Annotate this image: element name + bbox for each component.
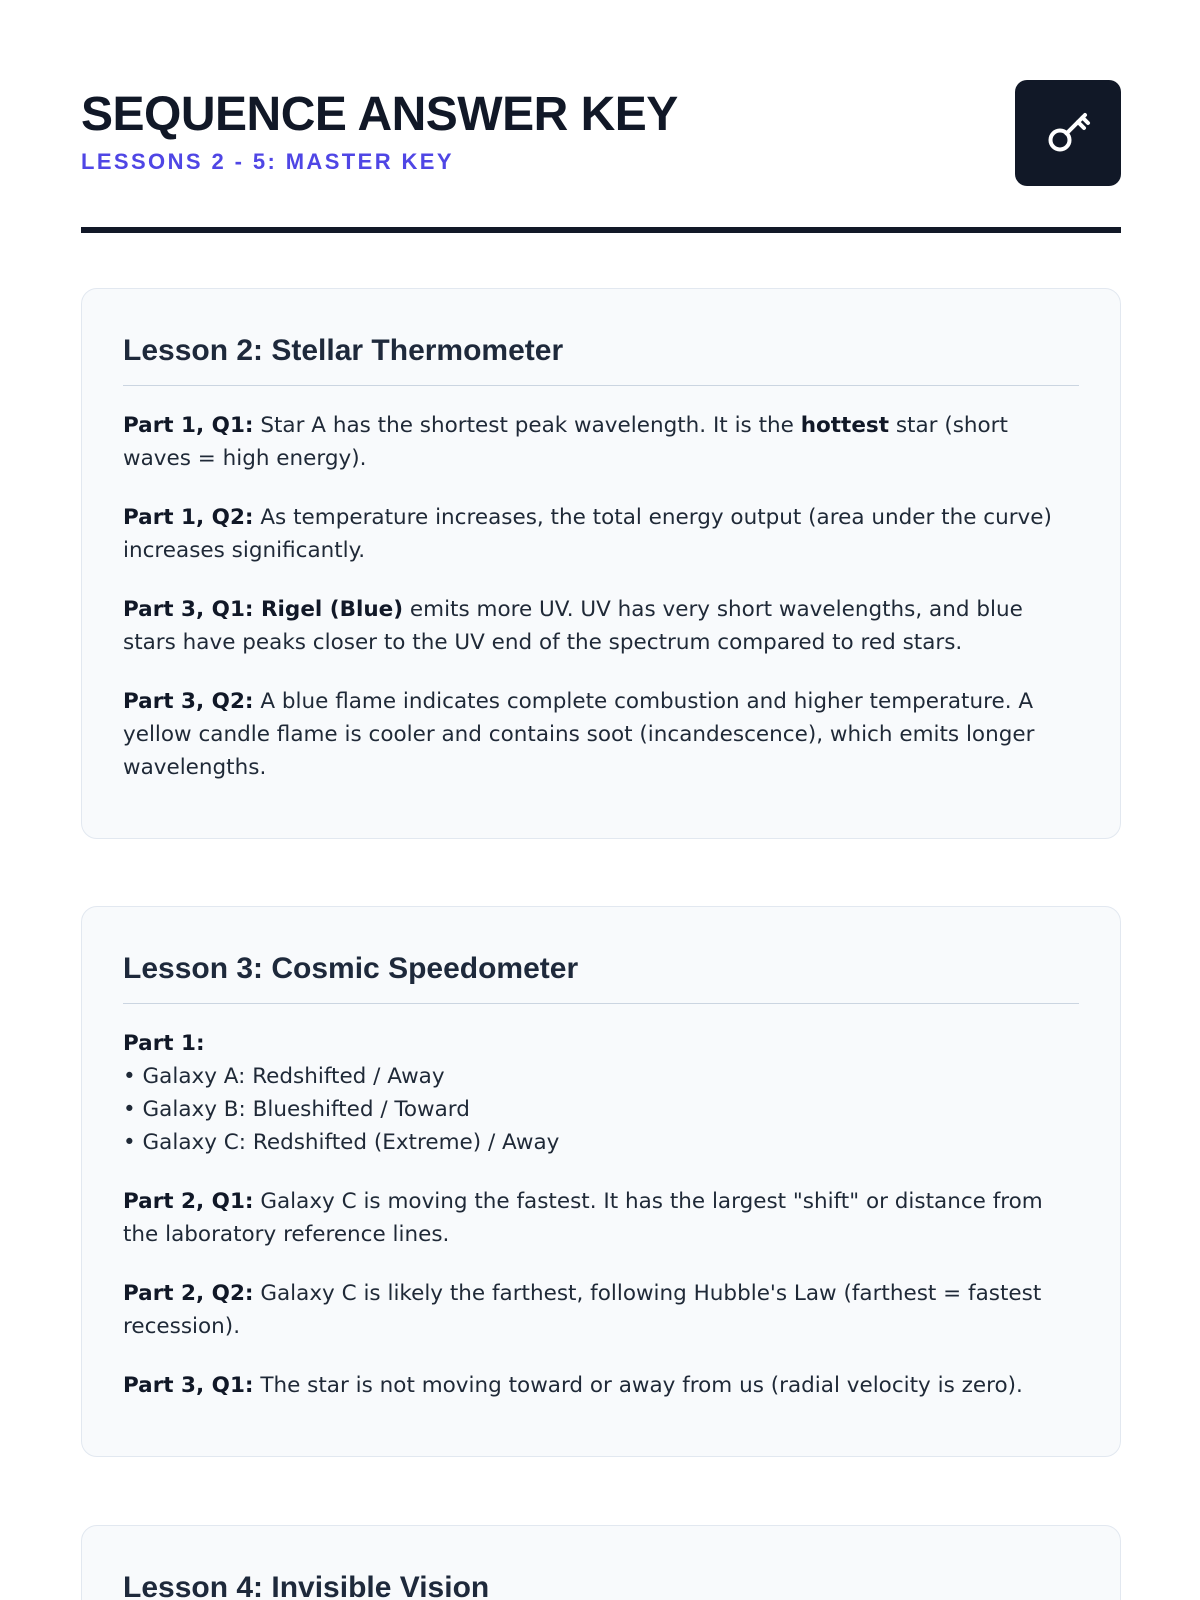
lesson-4-card — [81, 1525, 1121, 1600]
answer-emphasis: Rigel (Blue) — [253, 597, 404, 622]
page-subtitle: LESSONS 2 - 5: MASTER KEY — [81, 149, 454, 174]
answer-label: Part 1, Q1: — [123, 413, 254, 438]
answer-text: The star is not moving toward or away from us (radial velocity is zero). — [253, 1373, 1023, 1398]
lesson-3-title: Lesson 3: Cosmic Speedometer — [123, 952, 579, 985]
answer-label: Part 1: — [123, 1031, 205, 1056]
answer-part1-q1 — [123, 409, 1079, 475]
answer-part2-q2 — [123, 1277, 1079, 1343]
lesson-2-answers — [123, 409, 1079, 784]
answer-emphasis: hottest — [800, 413, 889, 438]
answer-text: A blue flame indicates complete combustion and higher temperature. A yellow candle flame is cooler and contains soot (incandescence), which emits longer wavelengths. — [123, 689, 1035, 780]
lesson-2-divider — [123, 385, 1079, 386]
page-header — [81, 80, 1121, 190]
key-icon — [1042, 107, 1094, 159]
lesson-3-divider — [123, 1003, 1079, 1004]
answer-part3-q1 — [123, 1369, 1079, 1402]
list-item: • Galaxy C: Redshifted (Extreme) / Away — [123, 1130, 560, 1155]
header-divider — [81, 227, 1121, 233]
answer-label: Part 3, Q1: — [123, 1373, 254, 1398]
lesson-3-card — [81, 906, 1121, 1457]
answer-label: Part 3, Q2: — [123, 689, 254, 714]
answer-text: emits more UV. UV has very short wavelengths, and blue stars have peaks closer to the UV end of the spectrum compared to red stars. — [123, 597, 1023, 655]
answer-part2-q1 — [123, 1185, 1079, 1251]
key-badge — [1015, 80, 1121, 186]
lesson-2-title: Lesson 2: Stellar Thermometer — [123, 334, 564, 367]
answer-text: As temperature increases, the total energy output (area under the curve) increases significantly. — [123, 505, 1052, 563]
answer-label: Part 2, Q2: — [123, 1281, 254, 1306]
answer-label: Part 1, Q2: — [123, 505, 254, 530]
answer-part3-q1 — [123, 593, 1079, 659]
answer-part1-q2 — [123, 501, 1079, 567]
page-title: SEQUENCE ANSWER KEY — [81, 88, 678, 141]
answer-label: Part 3, Q1: — [123, 597, 254, 622]
lesson-4-title: Lesson 4: Invisible Vision — [123, 1571, 490, 1600]
answer-part1 — [123, 1027, 1079, 1159]
list-item: • Galaxy A: Redshifted / Away — [123, 1064, 445, 1089]
lesson-2-card — [81, 288, 1121, 839]
list-item: • Galaxy B: Blueshifted / Toward — [123, 1097, 470, 1122]
lesson-3-answers — [123, 1027, 1079, 1402]
answer-text: Galaxy C is moving the fastest. It has the largest "shift" or distance from the laboratory reference lines. — [123, 1189, 1043, 1247]
answer-text: Galaxy C is likely the farthest, following Hubble's Law (farthest = fastest recession). — [123, 1281, 1042, 1339]
answer-text: Star A has the shortest peak wavelength. It is the — [253, 413, 801, 438]
answer-label: Part 2, Q1: — [123, 1189, 254, 1214]
answer-part3-q2 — [123, 685, 1079, 784]
answer-text: star (short waves = high energy). — [123, 413, 1008, 471]
